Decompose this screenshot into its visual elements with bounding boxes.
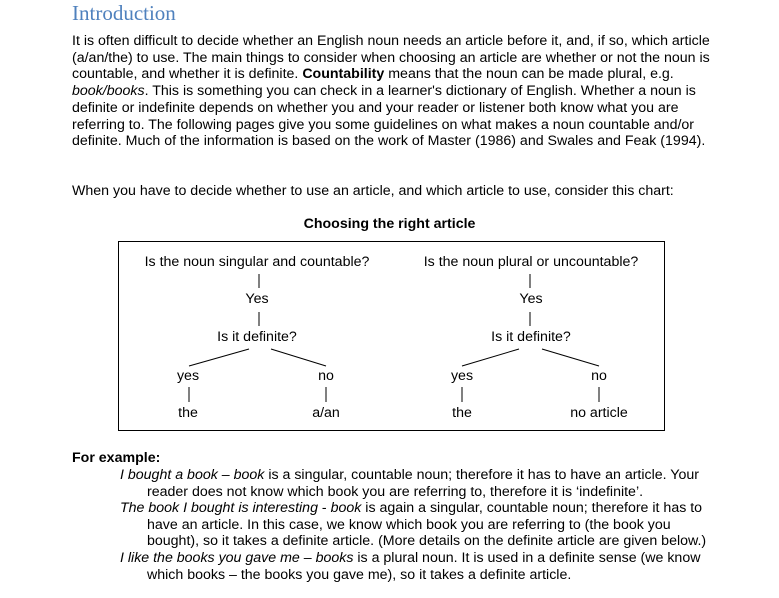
- examples-list: [0, 467, 779, 583]
- left-yes-answer: Yes: [245, 291, 269, 307]
- example-item: [120, 549, 722, 583]
- example-item: [120, 500, 722, 550]
- decision-chart: [118, 241, 665, 431]
- example-explanation: is again a singular, countable noun; therefore it has to have an article. In this case, we know which book you are referring to (the book you bought), so it takes a definite article. (More details on the definite article are given below.): [147, 500, 707, 550]
- right-yes-label: yes: [450, 368, 474, 384]
- intro-sentence-1: It is often difficult to decide whether an English noun needs an article before it, and, if so, which article (a/an/the) to use. The main things to consider when choosing an article are whether or not the noun is countable, and whether it is definite.: [72, 33, 710, 83]
- examples-heading: For example:: [72, 450, 161, 466]
- example-dash: –: [217, 467, 234, 483]
- example-noun: book: [330, 500, 362, 517]
- right-definite-question: Is it definite?: [491, 329, 571, 345]
- chart-intro-text: When you have to decide whether to use an article, and which article to use, consider this chart:: [72, 183, 674, 199]
- example-sentence: I like the books you gave me: [120, 549, 300, 566]
- left-definite-question: Is it definite?: [217, 329, 297, 345]
- example-explanation: is a singular, countable noun; therefore it has to have an article. Your reader does not know which book you are referring to, therefore it is ‘indefinite’.: [147, 467, 699, 500]
- chart-connector-lines: [119, 242, 666, 432]
- page-heading: Introduction: [72, 1, 176, 25]
- example-sentence: The book I bought is interesting: [120, 500, 318, 517]
- left-no-label: no: [318, 368, 334, 384]
- right-no-label: no: [591, 368, 607, 384]
- chart-title: Choosing the right article: [303, 216, 476, 232]
- right-no-result: no article: [570, 405, 628, 421]
- example-item: [120, 467, 722, 500]
- left-no-result: a/an: [312, 405, 340, 421]
- right-yes-result: the: [452, 405, 472, 421]
- example-sentence: I bought a book: [120, 467, 218, 483]
- example-dash: –: [299, 549, 316, 566]
- example-noun: books: [315, 549, 354, 566]
- countability-term: Countability: [302, 66, 385, 83]
- example-noun: book: [233, 467, 265, 483]
- intro-sentence-3: . This is something you can check in a learner's dictionary of English. Whether a noun is definite or indefinite depends on whether you and your reader or listener both know what you are referring to. The following pages give you some guidelines on what makes a noun countable and/or definite. Much of the information is based on the work of Master (1986) and Swales and Feak (1994).: [72, 83, 706, 150]
- intro-sentence-2: means that the noun can be made plural, e.g.: [388, 66, 674, 83]
- example-dash: -: [317, 500, 331, 517]
- example-explanation: is a plural noun. It is used in a definite sense (we know which books – the books you gave me), so it takes a definite article.: [147, 549, 701, 583]
- right-yes-answer: Yes: [519, 291, 543, 307]
- left-yes-result: the: [178, 405, 198, 421]
- right-question: Is the noun plural or uncountable?: [423, 254, 639, 270]
- left-yes-label: yes: [176, 368, 200, 384]
- intro-paragraph: [72, 33, 722, 150]
- left-question: Is the noun singular and countable?: [144, 254, 370, 270]
- example-words: book/books: [72, 83, 145, 100]
